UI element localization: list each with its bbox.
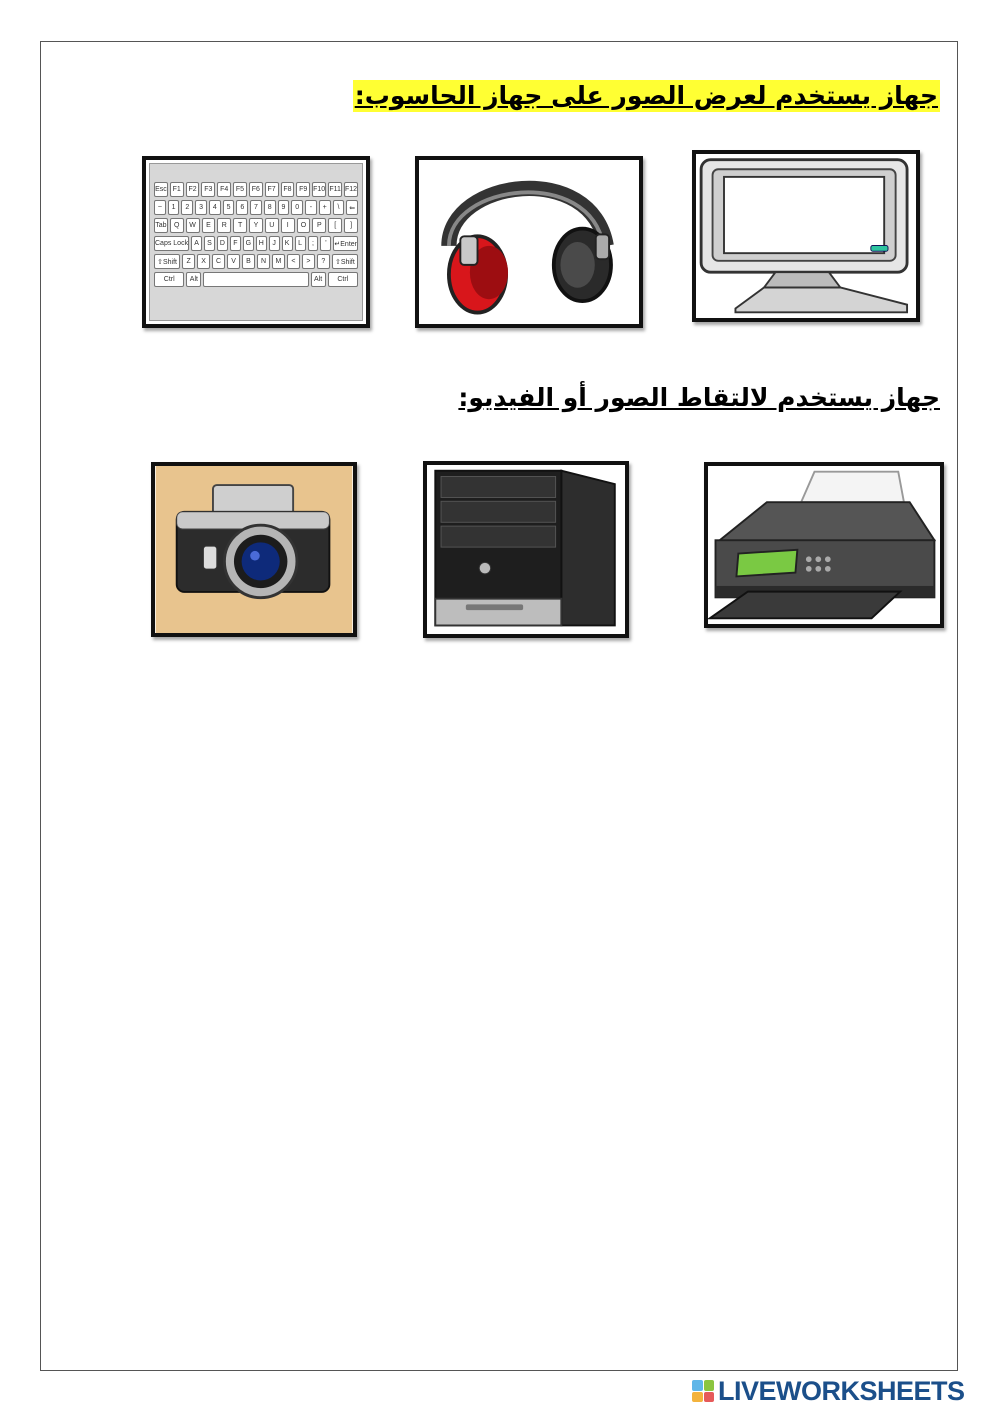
keyboard-key: 6	[236, 200, 248, 215]
keyboard-key: N	[257, 254, 270, 269]
keyboard-key: G	[243, 236, 254, 251]
keyboard-row	[154, 182, 358, 197]
option-monitor[interactable]	[692, 150, 920, 322]
keyboard-key: P	[312, 218, 326, 233]
keyboard-row	[154, 218, 358, 233]
keyboard-key: S	[204, 236, 215, 251]
keyboard-key: F	[230, 236, 241, 251]
keyboard-row	[154, 236, 358, 251]
question-1-title: جهاز يستخدم لعرض الصور على جهاز الحاسوب:	[354, 81, 938, 110]
keyboard-key: U	[265, 218, 279, 233]
headphones-icon	[419, 160, 639, 324]
keyboard-key: H	[256, 236, 267, 251]
keyboard-key: -	[305, 200, 317, 215]
keyboard-key: F5	[233, 182, 247, 197]
keyboard-key: Esc	[154, 182, 168, 197]
keyboard-key: Alt	[311, 272, 326, 287]
option-computer-case[interactable]	[423, 461, 629, 638]
keyboard-key: F9	[296, 182, 310, 197]
keyboard-key: O	[297, 218, 311, 233]
brand-text: LIVEWORKSHEETS	[718, 1375, 965, 1406]
keyboard-key: ⇧Shift	[154, 254, 180, 269]
question-2-title: جهاز يستخدم لالتقاط الصور أو الفيديو:	[458, 383, 940, 412]
option-headphones[interactable]	[415, 156, 643, 328]
keyboard-key: \	[333, 200, 345, 215]
keyboard-row	[154, 200, 358, 215]
option-keyboard[interactable]	[142, 156, 370, 328]
keyboard-key: F1	[170, 182, 184, 197]
keyboard-key: '	[320, 236, 331, 251]
keyboard-key: Tab	[154, 218, 168, 233]
option-printer[interactable]	[704, 462, 944, 628]
keyboard-key: 3	[195, 200, 207, 215]
keyboard-row	[154, 254, 358, 269]
keyboard-key: F7	[265, 182, 279, 197]
keyboard-key: +	[319, 200, 331, 215]
keyboard-key: Y	[249, 218, 263, 233]
keyboard-key: F8	[281, 182, 295, 197]
keyboard-key: [	[328, 218, 342, 233]
keyboard-key: M	[272, 254, 285, 269]
keyboard-key: 5	[223, 200, 235, 215]
keyboard-row	[154, 272, 358, 287]
keyboard-key: F3	[201, 182, 215, 197]
keyboard-key: 7	[250, 200, 262, 215]
keyboard-key: F10	[312, 182, 326, 197]
keyboard-key: Alt	[186, 272, 201, 287]
keyboard-key: 1	[168, 200, 180, 215]
keyboard-key: 4	[209, 200, 221, 215]
keyboard-key: F12	[344, 182, 358, 197]
printer-icon	[708, 466, 940, 624]
keyboard-key: D	[217, 236, 228, 251]
keyboard-key: W	[186, 218, 200, 233]
keyboard-key: A	[191, 236, 202, 251]
keyboard-key: T	[233, 218, 247, 233]
keyboard-key: ]	[344, 218, 358, 233]
keyboard-key: ↵Enter	[333, 236, 358, 251]
computer-case-icon	[427, 465, 625, 634]
keyboard-key: C	[212, 254, 225, 269]
keyboard-key: Z	[182, 254, 195, 269]
keyboard-key: ~	[154, 200, 166, 215]
keyboard-spacebar	[203, 272, 308, 287]
keyboard-key: Ctrl	[154, 272, 184, 287]
keyboard-key: ⇧Shift	[332, 254, 358, 269]
keyboard-key: <	[287, 254, 300, 269]
keyboard-key: K	[282, 236, 293, 251]
keyboard-key: F4	[217, 182, 231, 197]
keyboard-key: >	[302, 254, 315, 269]
keyboard-key: X	[197, 254, 210, 269]
camera-icon	[155, 466, 353, 633]
keyboard-key: E	[202, 218, 216, 233]
keyboard-keys	[154, 182, 358, 287]
keyboard-key: ;	[308, 236, 319, 251]
keyboard-key: I	[281, 218, 295, 233]
keyboard-key: 0	[291, 200, 303, 215]
keyboard-key: 8	[264, 200, 276, 215]
keyboard-key: F6	[249, 182, 263, 197]
keyboard-key: F11	[328, 182, 342, 197]
liveworksheets-brand	[692, 1376, 992, 1406]
keyboard-key: 2	[181, 200, 193, 215]
keyboard-key: F2	[186, 182, 200, 197]
monitor-icon	[696, 154, 916, 318]
keyboard-key: V	[227, 254, 240, 269]
keyboard-icon	[149, 163, 363, 321]
keyboard-key: 9	[278, 200, 290, 215]
option-camera[interactable]	[151, 462, 357, 637]
keyboard-key: ?	[317, 254, 330, 269]
brand-logo-icon	[692, 1380, 714, 1402]
keyboard-key: L	[295, 236, 306, 251]
keyboard-key: R	[217, 218, 231, 233]
keyboard-key: Caps Lock	[154, 236, 189, 251]
keyboard-key: J	[269, 236, 280, 251]
keyboard-key: Ctrl	[328, 272, 358, 287]
keyboard-key: Q	[170, 218, 184, 233]
keyboard-key: B	[242, 254, 255, 269]
keyboard-key: ⇐	[346, 200, 358, 215]
